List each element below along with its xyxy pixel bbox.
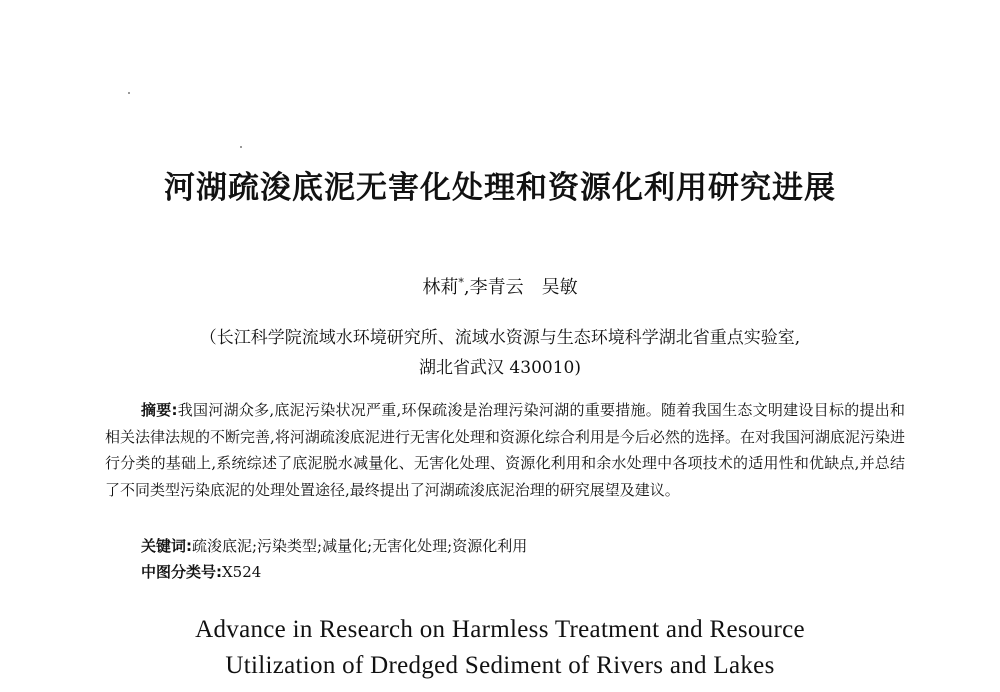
paper-title-english-line-2: Utilization of Dredged Sediment of Rivers and Lakes xyxy=(225,652,775,679)
affiliation-line-2: 湖北省武汉 430010) xyxy=(419,358,581,378)
abstract-label: 摘要: xyxy=(141,401,178,419)
paper-title-chinese: 河湖疏浚底泥无害化处理和资源化利用研究进展 xyxy=(164,170,836,206)
author-list xyxy=(0,270,1000,301)
classification-line xyxy=(141,560,261,584)
scan-speck xyxy=(128,92,130,94)
classification-code: X524 xyxy=(222,563,262,581)
keywords-text: 疏浚底泥;污染类型;减量化;无害化处理;资源化利用 xyxy=(192,537,528,555)
abstract-text: 我国河湖众多,底泥污染状况严重,环保疏浚是治理污染河湖的重要措施。随着我国生态文明建设目标的提出和相关法律法规的不断完善,将河湖疏浚底泥进行无害化处理和资源化综合利用是今后必然的选择。在对我国河湖底泥污染进行分类的基础上,系统综述了底泥脱水减量化、无害化处理、资源化利用和余水处理中各项技术的适用性和优缺点,并总结了不同类型污染底泥的处理处置途径,最终提出了河湖疏浚底泥治理的研究展望及建议。 xyxy=(105,401,905,499)
classification-label: 中图分类号: xyxy=(141,563,222,581)
scan-speck xyxy=(240,146,242,148)
keywords-line xyxy=(141,534,527,558)
corresponding-author-mark: * xyxy=(458,276,464,289)
author-first: 林莉 xyxy=(422,277,459,298)
author-rest: ,李青云 吴敏 xyxy=(463,277,578,298)
keywords-label: 关键词: xyxy=(141,537,192,555)
paper-title-english-line-1: Advance in Research on Harmless Treatment and Resource xyxy=(195,616,805,643)
affiliation-line-1: （长江科学院流域水环境研究所、流域水资源与生态环境科学湖北省重点实验室, xyxy=(199,328,801,348)
abstract-paragraph xyxy=(105,397,905,503)
